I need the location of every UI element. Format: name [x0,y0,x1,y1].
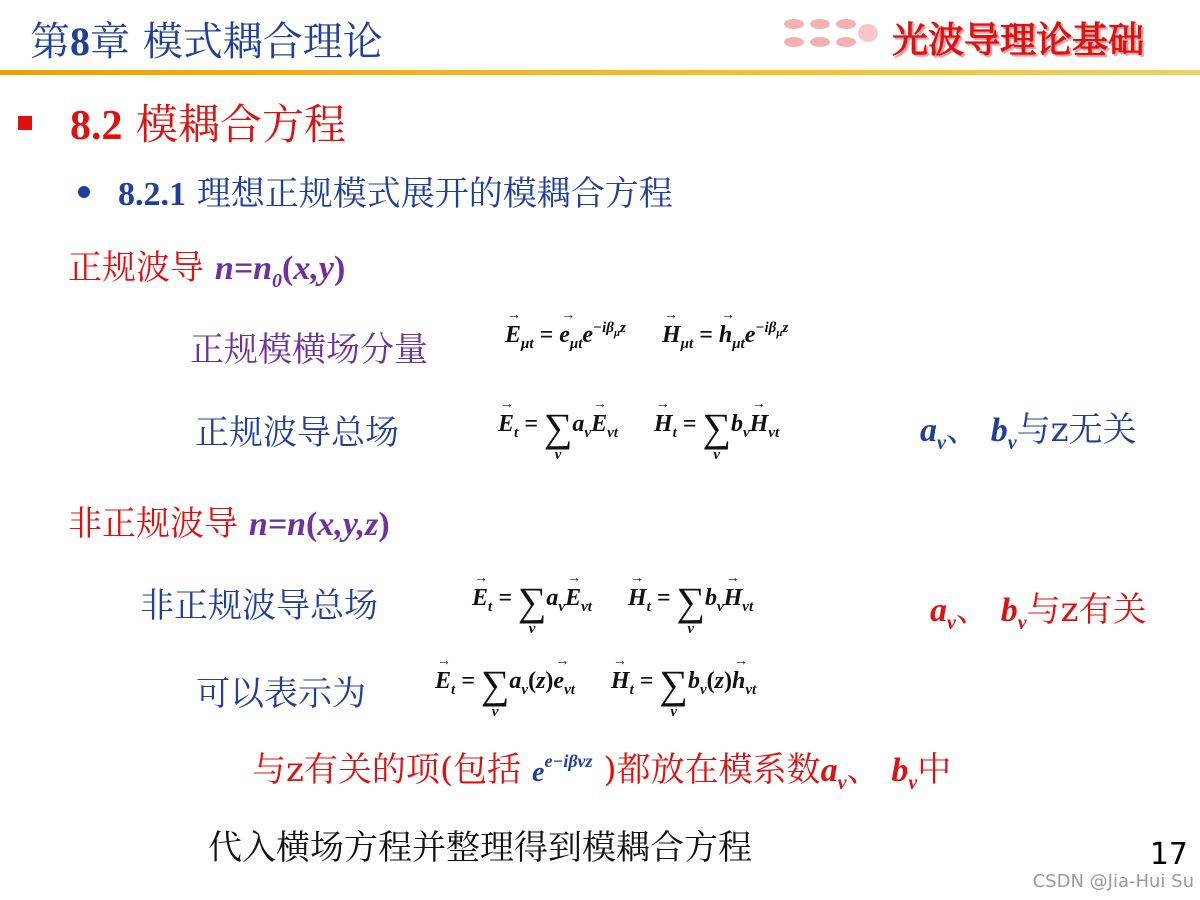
section-title: 模耦合方程 [135,100,346,149]
section-heading [70,92,346,152]
irregular-total-field-label: 非正规波导总场 [140,586,378,626]
chapter-prefix: 第 [30,19,70,65]
final-statement: 代入横场方程并整理得到模耦合方程 [208,828,752,868]
regular-coefficient-note: $a_\nu$、 $b_\nu$与z无关 [920,410,1137,454]
chapter-number: 8 [70,19,90,64]
irregular-waveguide-line [68,496,390,545]
z-note-tail: 中 [917,750,952,790]
section-number: 8.2 [70,103,123,149]
regular-waveguide-label: 正规波导 [68,248,204,288]
coef-b: b [1000,592,1018,629]
waveguide-mode-logo-icon [780,14,880,54]
irregular-coefficient-note: $a_\nu$、 $b_\nu$与z有关 [930,590,1147,634]
regular-note-tail: 与z无关 [1016,410,1137,450]
subsection-number: 8.2.1 [118,176,186,213]
coef-a: a [820,752,838,789]
coef-a: a [930,592,947,629]
expanded-field-equations: → $E_t$ = ∑ ν $a_\nu(z)\to e_{\nu t}$ → $H_t$ = ∑ ν $b_\nu(z)\to h_{\nu t}$ [435,655,756,710]
chapter-title [30,10,383,67]
page-number: 17 [1149,837,1188,872]
regular-total-field-label: 正规波导总场 [195,413,399,453]
watermark: CSDN @Jia-Hui Su [1032,871,1194,892]
subsection-bullet-icon [78,186,90,198]
expressed-as-label: 可以表示为 [196,674,366,714]
note-separator: 、 [846,750,881,790]
subsection-title: 理想正规模式展开的模耦合方程 [196,174,673,214]
z-note-exponent: e−iβνz [544,751,593,771]
coef-a: a [920,412,937,449]
regular-waveguide-line [68,240,345,293]
regular-index-formula: $n=n_0(x,y)$ [214,250,346,292]
z-note-suffix: )都放在模系数 [603,750,821,790]
irregular-waveguide-label: 非正规波导 [68,504,238,544]
transverse-field-equations: → $E_{\mu t}$ = → $e_{\mu t}e^{-i\beta_\mu z}$ → $H_{\mu t}$ = → $h_{\mu t}e^{-i\beta_\mu z}$ [505,322,788,349]
irregular-index-formula: n=n(x,y,z) [248,506,390,543]
note-separator: 、 [945,410,980,450]
transverse-field-label: 正规模横场分量 [190,330,428,370]
subsection-heading [118,166,673,215]
section-bullet-icon [18,116,32,130]
chapter-name: 章 模式耦合理论 [90,19,383,65]
note-separator: 、 [955,590,990,630]
coef-b: b [990,412,1008,449]
z-note-prefix: 与z有关的项(包括 [252,750,522,790]
course-title: 光波导理论基础 [892,19,1145,61]
z-dependence-note: 与z有关的项(包括 $e^{e-i\beta\nu z}$ )都放在模系数$a_\nu$、 $b_\nu$中 [252,750,952,794]
regular-total-field-equations: → $E_t$ = ∑ ν $a_\nu\to E_{\nu t}$ → $H_t$ = ∑ ν $b_\nu\to H_{\nu t}$ [498,398,779,453]
irregular-total-field-equations: → $E_t$ = ∑ ν $a_\nu\to E_{\nu t}$ → $H_t$ = ∑ ν $b_\nu\to H_{\nu t}$ [472,572,753,627]
irregular-note-tail: 与z有关 [1026,590,1147,630]
coef-b: b [891,752,909,789]
header-rule [0,70,1200,75]
z-note-exponential: $e^{e-i\beta\nu z}$ [532,751,593,788]
